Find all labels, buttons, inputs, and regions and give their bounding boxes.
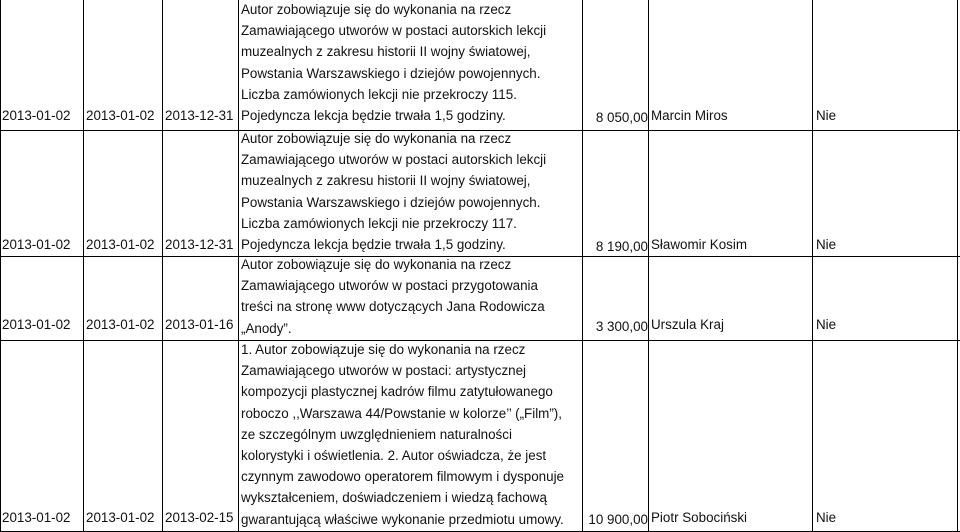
desc-line: Zamawiającego utworów w postaci autorskich lekcji xyxy=(241,152,547,168)
row-flag: Nie xyxy=(816,317,837,332)
desc-line: Zamawiającego utworów w postaci: artystycznej xyxy=(241,363,527,379)
grid-line-v xyxy=(0,0,1,532)
grid-line-v xyxy=(957,0,958,532)
row-flag: Nie xyxy=(816,108,837,123)
row-amount: 3 300,00 xyxy=(595,319,648,334)
row-amount: 10 900,00 xyxy=(588,512,648,527)
row-date-3: 2013-01-16 xyxy=(165,317,234,332)
desc-line: gwarantującą właściwe wykonanie przedmiotu umowy. xyxy=(241,511,564,527)
desc-line: Pojedyncza lekcja będzie trwała 1,5 godziny. xyxy=(241,108,506,124)
row-description xyxy=(241,0,579,126)
row-person: Piotr Sobociński xyxy=(651,510,748,525)
desc-line: muzealnych z zakresu historii II wojny światowej, xyxy=(241,44,531,60)
row-person: Marcin Miros xyxy=(651,108,728,123)
row-person: Sławomir Kosim xyxy=(651,237,747,252)
desc-line: czynnym zawodowo operatorem filmowym i dysponuje xyxy=(241,469,564,485)
row-date-2: 2013-01-02 xyxy=(86,317,155,332)
row-flag: Nie xyxy=(816,237,837,252)
row-amount: 8 050,00 xyxy=(595,110,648,125)
grid-line-v xyxy=(162,0,163,532)
row-date-3: 2013-12-31 xyxy=(165,108,234,123)
desc-line: Zamawiającego utworów w postaci przygotowania xyxy=(241,278,538,294)
desc-line: roboczo ,,Warszawa 44/Powstanie w kolorze’’ („Film”), xyxy=(241,405,562,421)
row-date-1: 2013-01-02 xyxy=(2,510,71,525)
grid-line-v xyxy=(238,0,239,532)
row-description xyxy=(241,254,579,339)
row-flag: Nie xyxy=(816,510,837,525)
desc-line: Pojedyncza lekcja będzie trwała 1,5 godziny. xyxy=(241,237,506,253)
desc-line: ze szczególnym uwzględnieniem naturalności xyxy=(241,426,512,442)
desc-line: Powstania Warszawskiego i dziejów powojennych. xyxy=(241,194,541,210)
row-date-1: 2013-01-02 xyxy=(2,237,71,252)
desc-line: kompozycji plastycznej kadrów filmu zatytułowanego xyxy=(241,384,553,400)
grid-line-v xyxy=(812,0,813,532)
row-date-1: 2013-01-02 xyxy=(2,317,71,332)
desc-line: „Anody”. xyxy=(241,320,292,336)
row-date-1: 2013-01-02 xyxy=(2,108,71,123)
row-date-3: 2013-02-15 xyxy=(165,510,234,525)
desc-line: Liczba zamówionych lekcji nie przekroczy 117. xyxy=(241,215,517,231)
row-date-2: 2013-01-02 xyxy=(86,108,155,123)
row-date-2: 2013-01-02 xyxy=(86,237,155,252)
grid-line-v xyxy=(83,0,84,532)
desc-line: Autor zobowiązuje się do wykonania na rzecz xyxy=(241,257,512,272)
desc-line: Liczba zamówionych lekcji nie przekroczy 115. xyxy=(241,86,517,102)
desc-line: Autor zobowiązuje się do wykonania na rzecz xyxy=(241,131,512,146)
row-date-3: 2013-12-31 xyxy=(165,237,234,252)
row-person: Urszula Kraj xyxy=(651,317,724,332)
row-amount: 8 190,00 xyxy=(595,239,648,254)
desc-line: Zamawiającego utworów w postaci autorskich lekcji xyxy=(241,23,547,39)
desc-line: kolorystyki i oświetlenia. 2. Autor oświadcza, że jest xyxy=(241,448,547,464)
desc-line: Autor zobowiązuje się do wykonania na rzecz xyxy=(241,2,512,17)
desc-line: wykształceniem, doświadczeniem i wiedzą fachową xyxy=(241,490,547,506)
desc-line: 1. Autor zobowiązuje się do wykonania na rzecz xyxy=(241,342,526,357)
row-description xyxy=(241,339,579,530)
grid-line-v xyxy=(582,0,583,532)
desc-line: Powstania Warszawskiego i dziejów powojennych. xyxy=(241,65,541,81)
row-date-2: 2013-01-02 xyxy=(86,510,155,525)
desc-line: treści na stronę www dotyczących Jana Rodowicza xyxy=(241,299,545,315)
row-description xyxy=(241,128,579,255)
desc-line: muzealnych z zakresu historii II wojny światowej, xyxy=(241,173,531,189)
grid-line-v xyxy=(648,0,649,532)
